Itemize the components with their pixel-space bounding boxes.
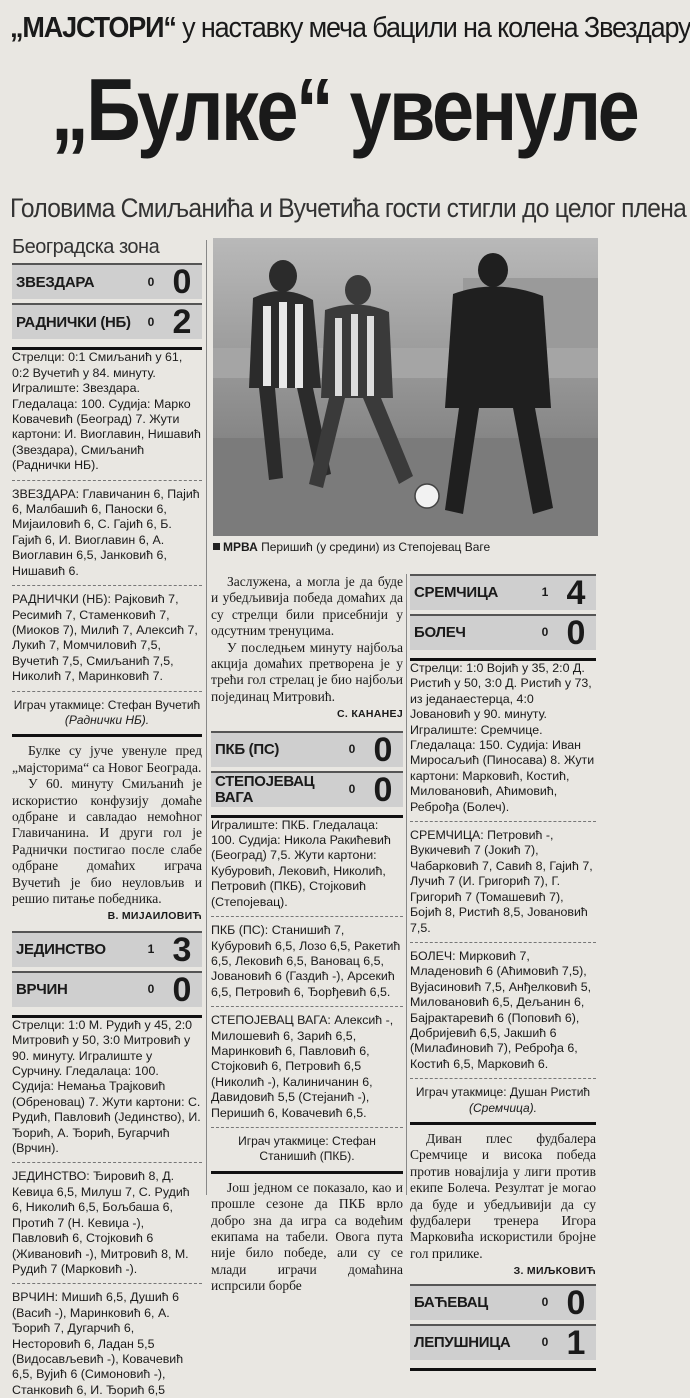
team-name: ЗВЕЗДАРА xyxy=(16,273,95,291)
team-name: СТЕПОЈЕВАЦ ВАГА xyxy=(215,773,315,806)
subhead: Головима Смиљанића и Вучетића гости стигли до целог плена xyxy=(10,193,687,223)
report-match4 xyxy=(410,1131,596,1262)
divider xyxy=(410,942,596,943)
halftime-score: 0 xyxy=(541,1334,549,1349)
scoreboard-match5 xyxy=(410,1284,596,1371)
divider xyxy=(410,1078,596,1079)
divider xyxy=(410,1122,596,1125)
kicker-quoted: „МАЈСТОРИ“ xyxy=(10,12,176,44)
score-row-home xyxy=(410,574,596,610)
report-paragraph: Заслужена, а могла је да буде и убедљивија победа домаћих да су стрелци били присебнији у одсутним тренуцима. xyxy=(211,574,403,639)
score-row-away xyxy=(410,614,596,650)
match-info: Игралиште: ПКБ. Гледалаца: 100. Судија: Никола Ракићевић (Београд) 7,5. Жути картони: Кубуровић, Лековић, Николић, Петровић (ПКБ), Стојковић (Степојевац). xyxy=(211,817,391,909)
column-middle xyxy=(211,574,403,1295)
final-score: 0 xyxy=(566,1283,586,1322)
report-paragraph: Булке су јуче увенуле пред „мајсторима“ са Новог Београда. xyxy=(12,743,202,775)
player-of-match: Играч утакмице: Стефан Станишић (ПКБ). xyxy=(238,1133,376,1164)
final-score: 2 xyxy=(172,303,192,342)
divider xyxy=(410,821,596,822)
halftime-score: 0 xyxy=(147,314,155,329)
column-rule xyxy=(406,574,407,1195)
lineup-home: СРЕМЧИЦА: Петровић -, Вукичевић 7 (Јокић 7), Чабарковић 7, Савић 8, Гајић 7, Лучић 7 (И. Григорић 7), Г. Григорић 7 (Томашевић 7), Бојић 8, Ристић 8,5, Јовановић 7,5. xyxy=(410,828,593,935)
lineup-away: СТЕПОЈЕВАЦ ВАГА: Алексић -, Милошевић 6, Зарић 6,5, Маринковић 6, Павловић 6, Стојковић 6, Петровић 6,5 (Николић -), Калиничанин 6, Давидовић 5,5 (Стејанић -), Перишић 6, Ковачевић 6,5. xyxy=(211,1013,394,1120)
report-match3 xyxy=(211,1180,403,1295)
score-row-home xyxy=(410,1284,596,1320)
scoreboard-match1 xyxy=(12,263,202,350)
final-score: 0 xyxy=(172,263,192,302)
column-rule xyxy=(206,240,207,1195)
lineup-away: РАДНИЧКИ (НБ): Рајковић 7, Ресимић 7, Стаменковић 7, (Миоков 7), Милић 7, Алексић 7, Лукић 7, Момчиловић 7,5, Вучетић 7,5, Смиљанић 7,5, Николић 7, Маринковић 7. xyxy=(12,592,198,684)
halftime-score: 0 xyxy=(541,1294,549,1309)
column-left xyxy=(12,236,202,1398)
halftime-score: 0 xyxy=(348,781,356,796)
divider xyxy=(12,480,202,481)
divider xyxy=(211,1171,403,1174)
final-score: 0 xyxy=(373,730,393,769)
report-match1 xyxy=(12,743,202,907)
final-score: 0 xyxy=(566,614,586,652)
team-name: БОЛЕЧ xyxy=(414,624,466,642)
headline: „Булке“ увенуле xyxy=(50,60,638,159)
score-row-away xyxy=(12,303,202,342)
halftime-score: 0 xyxy=(348,741,356,756)
divider xyxy=(211,1006,403,1007)
player-of-match xyxy=(410,1085,596,1116)
potm-team: (Раднички НБ). xyxy=(64,712,150,727)
team-name: ПКБ (ПС) xyxy=(215,740,280,758)
lineup-home: ЗВЕЗДАРА: Главичанин 6, Пајић 6, Малбашић 6, Паноски 6, Мијаиловић 6, С. Гајић 6, Б. Гајић 6, И. Виоглавин 6, А. Виоглавин 6,5, Јанковић 6, Нишавић 6. xyxy=(12,486,200,578)
divider xyxy=(211,1127,403,1128)
section-title: Београдска зона xyxy=(12,236,160,258)
score-row-home xyxy=(12,931,202,967)
scoreboard-match3 xyxy=(211,731,403,818)
byline: С. КАНАНЕЈ xyxy=(337,708,403,721)
halftime-score: 0 xyxy=(147,274,155,289)
column-right xyxy=(410,574,596,1371)
final-score: 0 xyxy=(172,970,192,1009)
final-score: 0 xyxy=(373,770,393,809)
divider xyxy=(12,691,202,692)
lineup-away: БОЛЕЧ: Мирковић 7, Младеновић 6 (Аћимовић 7,5), Вујасиновић 7,5, Анђелковић 5, Миловановић 6,5, Дељанин 6, Бајрактаревић 6 (Поповић 6), Добријевић 6,5, Јакшић 6 (Милаđиновић 7), Реброђа 6, Костић 6,5, Марковић 6. xyxy=(410,948,592,1071)
final-score: 1 xyxy=(566,1323,586,1362)
score-row-away xyxy=(211,771,403,807)
potm-label: Играч утакмице: Душан Ристић xyxy=(415,1085,591,1100)
lineup-home: ПКБ (ПС): Станишић 7, Кубуровић 6,5, Лозо 6,5, Ракетић 6,5, Лековић 6,5, Вановац 6,5, Јовановић 6 (Газдић -), Арсекић 6,5, Петровић 6, Ђорђевић 6,5. xyxy=(211,923,401,999)
divider xyxy=(12,585,202,586)
team-name: ЈЕДИНСТВО xyxy=(16,941,106,959)
report-match2 xyxy=(211,574,403,705)
divider xyxy=(12,734,202,737)
score-row-home xyxy=(12,263,202,302)
divider xyxy=(12,1283,202,1284)
halftime-score: 0 xyxy=(541,625,549,640)
match-photo xyxy=(213,238,598,536)
scoreboard-match4 xyxy=(410,574,596,661)
score-row-away xyxy=(410,1324,596,1360)
score-row-home xyxy=(211,731,403,767)
team-name: СРЕМЧИЦА xyxy=(414,584,499,602)
potm-label: Играч утакмице: Стефан Вучетић xyxy=(13,697,201,712)
final-score: 3 xyxy=(172,930,192,969)
match-info: Стрелци: 0:1 Смиљанић у 61, 0:2 Вучетић у 84. минуту. Игралиште: Звездара. Гледалаца: 100. Судија: Марко Ковачевић (Београд) 7. Жути картони: И. Виоглавин, Нишавић (Звездара), Смиљанић (Раднички НБ). xyxy=(12,350,201,473)
report-paragraph: У 60. минуту Смиљанић је искористио конфузију домаће одбране и савладао немоћног Главичанина. И други гол је Раднички постигао после слабе одбране домаћих играча Вучетић је био неуловљив и решио питање победника. xyxy=(12,776,202,906)
match-info: Стрелци: 1:0 М. Рудић у 45, 2:0 Митровић у 50, 3:0 Митровић у 90. минуту. Игралиште у Сурчину. Гледалаца: 100. Судија: Немања Трајковић (Обреновац) 7. Жути картони: С. Рудић, Павловић (Јединство), И. Ђорић, А. Ђорић, Бугарчић (Врчин). xyxy=(12,1017,201,1156)
byline: З. МИЉКОВИЋ xyxy=(513,1265,596,1278)
halftime-score: 0 xyxy=(147,982,155,997)
score-row-away xyxy=(12,971,202,1007)
byline: В. МИЈАИЛОВИЋ xyxy=(107,910,202,923)
report-paragraph: У последњем минуту најбоља акција домаћих претворена је у трећи гол стрелац је био најбољи појединац Митровић. xyxy=(211,639,403,704)
caption-tag: МРВА xyxy=(223,540,258,554)
match-info: Стрелци: 1:0 Војић у 35, 2:0 Д. Ристић у 50, 3:0 Д. Ристић у 73, из једанаестерца, 4:0 Јовановић у 90. минуту. Игралиште: Сремчице. Гледалаца: 150. Судија: Иван Миросаљић (Пиносава) 8. Жути картони: Марковић, Костић, Миловановић, Аћимовић, Реброђа (Болеч). xyxy=(410,661,595,814)
team-name: ЛЕПУШНИЦА xyxy=(414,1333,511,1351)
team-name: РАДНИЧКИ (НБ) xyxy=(16,313,131,331)
kicker xyxy=(10,12,690,44)
team-name: ВРЧИН xyxy=(16,981,68,999)
divider xyxy=(12,1162,202,1163)
caption-text: Перишић (у средини) из Степојевац Ваге xyxy=(257,540,491,554)
team-name: БАЋЕВАЦ xyxy=(414,1293,488,1311)
player-of-match xyxy=(12,698,202,729)
halftime-score: 1 xyxy=(541,585,549,600)
lineup-home: ЈЕДИНСТВО: Ђировић 8, Д. Кевиџа 6,5, Милуш 7, С. Рудић 6, Николић 6,5, Бољбаша 6, Протић 7 (Н. Кевиџа -), Павловић 6, Стојковић 6 (Живановић -), Митровић 8, М. Рудић 7 (Марковић -). xyxy=(12,1169,190,1276)
caption-square-icon xyxy=(213,543,220,550)
kicker-rest: у наставку меча бацили на колена Звездару xyxy=(175,12,690,44)
halftime-score: 1 xyxy=(147,942,155,957)
photo-caption xyxy=(213,540,598,555)
report-paragraph: Диван плес фудбалера Сремчице и висока победа против новајлија у лиги против екипе Болеча. Резултат је могао да буде и убедљивији да су фудбалери тренера Игора Марковића искористили бројне гол прилике. xyxy=(410,1130,596,1261)
final-score: 4 xyxy=(566,574,586,612)
lineup-away: ВРЧИН: Мишић 6,5, Душић 6 (Васић -), Маринковић 6, А. Ђорић 7, Дугарчић 6, Несторовић 6, Ладан 5,5 (Видосављевић -), Ковачевић 6,5, Вујић 6 (Симоновић -), Станковић 6, И. Ђорић 6,5 xyxy=(12,1290,184,1397)
football-scene-image xyxy=(213,238,598,536)
report-paragraph: Још једном се показало, као и прошле сезоне да ПКБ врло добро зна да игра са водећим екипама на табели. Овога пута није било победе, али су се млади играчи домаћина испрсили борбе xyxy=(211,1179,403,1294)
divider xyxy=(211,916,403,917)
potm-team: (Сремчица). xyxy=(469,1100,537,1115)
scoreboard-match2 xyxy=(12,931,202,1018)
